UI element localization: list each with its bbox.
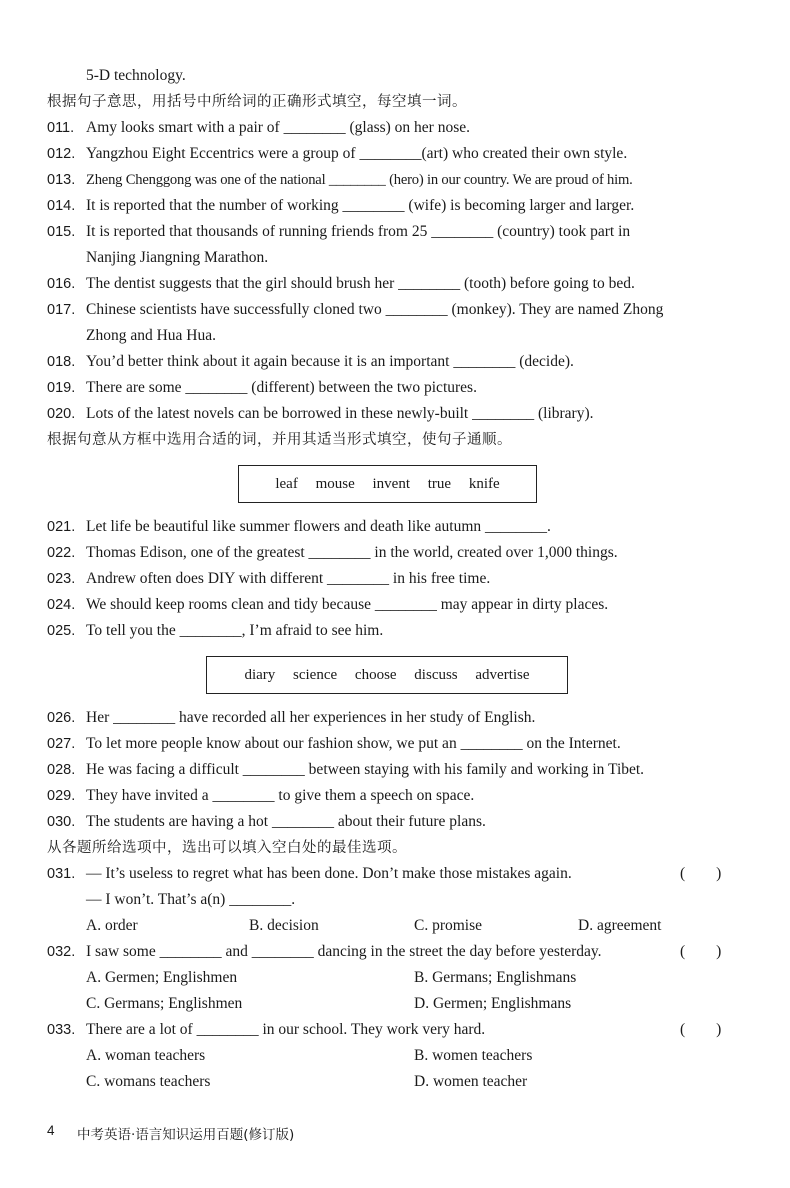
question-text: They have invited a ________ to give them a speech on space.: [86, 787, 475, 804]
question-text: You’d better think about it again because it is an important ________ (decide).: [86, 353, 574, 370]
question-text: Lots of the latest novels can be borrowed in these newly-built ________ (library).: [86, 405, 594, 422]
section2-instruction: 根据句意从方框中选用合适的词，并用其适当形式填空，使句子通顺。: [47, 432, 512, 448]
question-number: 033.: [47, 1022, 76, 1038]
option-d: D. Germen; Englishmans: [414, 995, 572, 1012]
question-text: The students are having a hot ________ about their future plans.: [86, 813, 486, 830]
question-text: We should keep rooms clean and tidy because ________ may appear in dirty places.: [86, 596, 609, 613]
page-number: 4: [47, 1123, 55, 1138]
question-number: 017.: [47, 302, 76, 318]
question-text: It is reported that the number of working ________ (wife) is becoming larger and larger.: [86, 197, 635, 214]
question-text: He was facing a difficult ________ between staying with his family and working in Tibet.: [86, 761, 645, 778]
question-number: 013.: [47, 172, 76, 188]
option-a: A. woman teachers: [86, 1047, 206, 1064]
question-text: It is reported that thousands of running friends from 25 ________ (country) took part in: [86, 223, 631, 240]
question-number: 011.: [47, 120, 75, 136]
question-017-cont: Zhong and Hua Hua.: [86, 327, 216, 344]
question-text: Andrew often does DIY with different ________ in his free time.: [86, 570, 491, 587]
question-text: There are a lot of ________ in our school. They work very hard.: [86, 1021, 486, 1038]
option-b: B. Germans; Englishmans: [414, 969, 577, 986]
section3-instruction: 从各题所给选项中，选出可以填入空白处的最佳选项。: [47, 840, 407, 856]
question-text: Chinese scientists have successfully cloned two ________ (monkey). They are named Zhong: [86, 301, 664, 318]
question-text: Zheng Chenggong was one of the national ________ (hero) in our country. We are proud of him.: [86, 172, 633, 188]
option-d: D. women teacher: [414, 1073, 528, 1090]
question-number: 023.: [47, 571, 76, 587]
question-text: Thomas Edison, one of the greatest ________ in the world, created over 1,000 things.: [86, 544, 618, 561]
option-c: C. womans teachers: [86, 1073, 211, 1090]
question-031-line2: — I won’t. That’s a(n) ________.: [86, 891, 296, 908]
question-text: There are some ________ (different) between the two pictures.: [86, 379, 477, 396]
question-text: Yangzhou Eight Eccentrics were a group of ________(art) who created their own style.: [86, 145, 628, 162]
answer-paren: ( ): [680, 943, 722, 960]
question-number: 025.: [47, 623, 76, 639]
word-box-1: leaf mouse invent true knife: [238, 465, 537, 503]
footer-title: 中考英语·语言知识运用百题(修订版): [77, 1127, 295, 1143]
question-number: 015.: [47, 224, 76, 240]
question-text: To tell you the ________, I’m afraid to see him.: [86, 622, 384, 639]
question-text: Let life be beautiful like summer flowers and death like autumn ________.: [86, 518, 551, 535]
question-number: 026.: [47, 710, 76, 726]
question-number: 030.: [47, 814, 76, 830]
question-text: The dentist suggests that the girl should brush her ________ (tooth) before going to bed.: [86, 275, 635, 292]
option-a: A. order: [86, 917, 138, 934]
option-b: B. women teachers: [414, 1047, 533, 1064]
question-number: 012.: [47, 146, 76, 162]
question-number: 022.: [47, 545, 76, 561]
question-015-cont: Nanjing Jiangning Marathon.: [86, 249, 269, 266]
question-number: 024.: [47, 597, 76, 613]
continuation-text: 5-D technology.: [86, 67, 186, 84]
option-d: D. agreement: [578, 917, 662, 934]
question-number: 021.: [47, 519, 76, 535]
answer-paren: ( ): [680, 865, 722, 882]
question-number: 027.: [47, 736, 76, 752]
answer-paren: ( ): [680, 1021, 722, 1038]
question-number: 029.: [47, 788, 76, 804]
question-number: 028.: [47, 762, 76, 778]
option-c: C. Germans; Englishmen: [86, 995, 243, 1012]
question-text: Amy looks smart with a pair of ________ (glass) on her nose.: [86, 119, 470, 136]
question-text: Her ________ have recorded all her experiences in her study of English.: [86, 709, 536, 726]
question-number: 018.: [47, 354, 76, 370]
question-number: 014.: [47, 198, 76, 214]
question-text: I saw some ________ and ________ dancing in the street the day before yesterday.: [86, 943, 602, 960]
question-number: 032.: [47, 944, 76, 960]
option-b: B. decision: [249, 917, 319, 934]
option-c: C. promise: [414, 917, 483, 934]
question-number: 020.: [47, 406, 76, 422]
question-number: 019.: [47, 380, 76, 396]
word-box-2: diary science choose discuss advertise: [206, 656, 568, 694]
question-number: 031.: [47, 866, 76, 882]
section1-instruction: 根据句子意思，用括号中所给词的正确形式填空，每空填一词。: [47, 94, 467, 110]
question-number: 016.: [47, 276, 76, 292]
question-text: — It’s useless to regret what has been done. Don’t make those mistakes again.: [86, 865, 572, 882]
question-text: To let more people know about our fashion show, we put an ________ on the Internet.: [86, 735, 621, 752]
option-a: A. Germen; Englishmen: [86, 969, 238, 986]
